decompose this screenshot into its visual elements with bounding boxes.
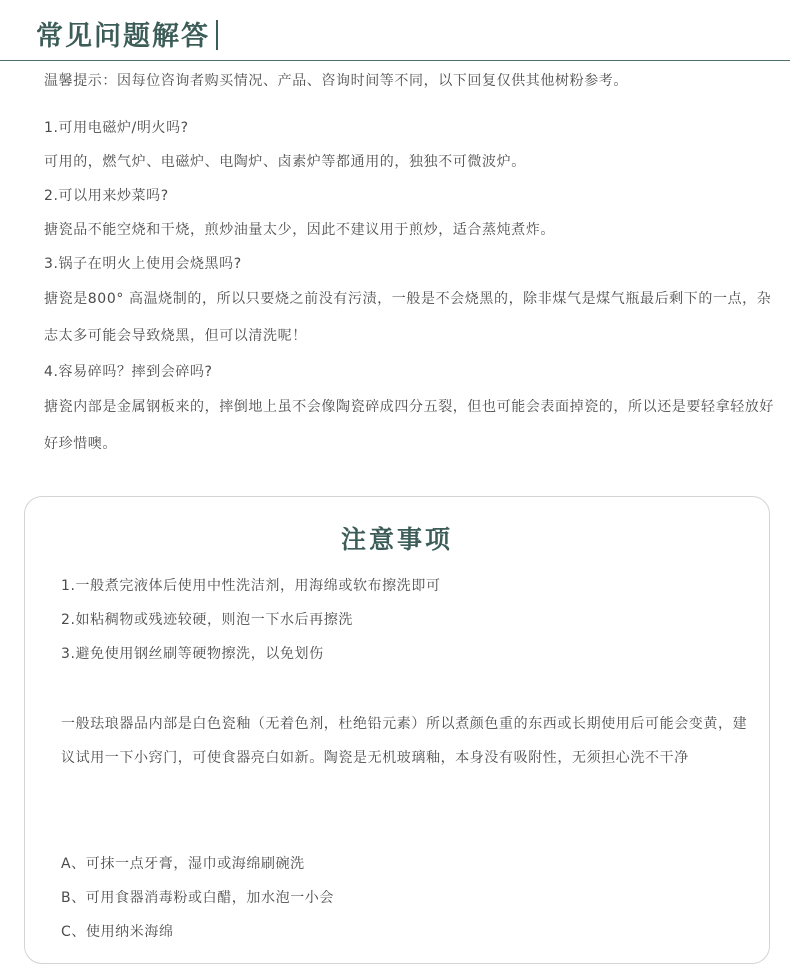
cleaning-method-item: B、可用食器消毒粉或白醋，加水泡一小会 <box>61 890 335 906</box>
faq-content <box>44 64 774 463</box>
notice-item: 3.避免使用钢丝刷等硬物擦洗，以免划伤 <box>61 646 324 662</box>
faq-question: 1.可用电磁炉/明火吗? <box>44 120 189 136</box>
faq-question: 3.锅子在明火上使用会烧黑吗? <box>44 256 242 272</box>
notice-card <box>24 496 770 964</box>
faq-answer: 搪瓷内部是金属钢板来的，摔倒地上虽不会像陶瓷碎成四分五裂，但也可能会表面掉瓷的，所以还是要轻拿轻放好好珍惜噢。 <box>44 399 774 452</box>
title-underline <box>0 60 790 61</box>
faq-answer: 可用的，燃气炉、电磁炉、电陶炉、卤素炉等都通用的，独独不可微波炉。 <box>44 154 526 170</box>
notice-list <box>61 569 751 671</box>
faq-answer: 搪瓷是800° 高温烧制的，所以只要烧之前没有污渍，一般是不会烧黑的，除非煤气是煤气瓶最后剩下的一点，杂志太多可能会导致烧黑，但可以清洗呢！ <box>44 291 772 344</box>
warm-tip: 温馨提示：因每位咨询者购买情况、产品、咨询时间等不同，以下回复仅供其他树粉参考。 <box>44 73 628 89</box>
notice-title: 注意事项 <box>340 525 453 554</box>
faq-question: 2.可以用来炒菜吗? <box>44 188 169 204</box>
faq-answer: 搪瓷品不能空烧和干烧，煎炒油量太少，因此不建议用于煎炒，适合蒸炖煮炸。 <box>44 222 555 238</box>
notice-item: 2.如粘稠物或残迹较硬，则泡一下水后再擦洗 <box>61 612 353 628</box>
faq-title: 常见问题解答 <box>36 21 210 52</box>
faq-question: 4.容易碎吗？摔到会碎吗? <box>44 364 213 380</box>
notice-item: 1.一般煮完液体后使用中性洗洁剂，用海绵或软布擦洗即可 <box>61 578 441 594</box>
cleaning-method-item: C、使用纳米海绵 <box>61 924 174 940</box>
cleaning-method-item: A、可抹一点牙膏，湿巾或海绵刷碗洗 <box>61 856 305 872</box>
cleaning-method-list <box>61 847 751 949</box>
notice-paragraph: 一般珐琅器品内部是白色瓷釉（无着色剂，杜绝铅元素）所以煮颜色重的东西或长期使用后可能会变黄，建议试用一下小窍门，可使食器亮白如新。陶瓷是无机玻璃釉，本身没有吸附性，无须担心洗不干净 <box>61 716 748 766</box>
title-divider-bar <box>216 20 218 50</box>
